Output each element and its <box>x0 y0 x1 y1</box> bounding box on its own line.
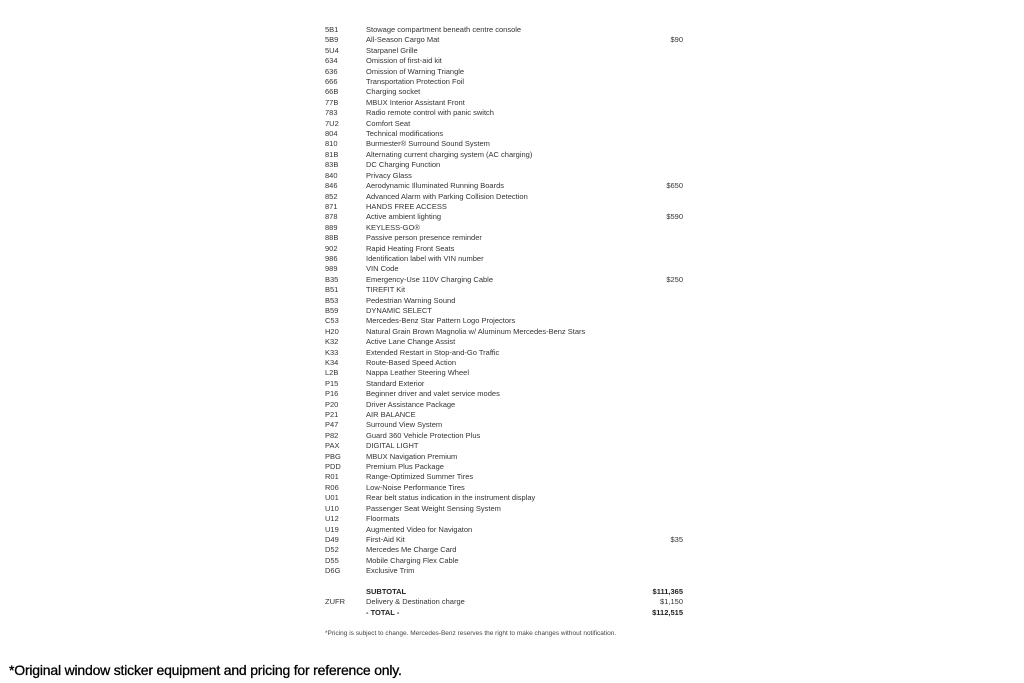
option-description: Range-Optimized Summer Tires <box>366 472 474 482</box>
option-description: HANDS FREE ACCESS <box>366 201 447 211</box>
total-value: $112,515 <box>652 607 683 617</box>
option-code: 5B1 <box>325 25 339 34</box>
option-code: 636 <box>325 66 338 76</box>
list-item <box>325 77 685 87</box>
option-code: B59 <box>325 305 339 315</box>
option-code: 878 <box>325 212 338 222</box>
list-item <box>325 441 685 451</box>
total-label: - TOTAL - <box>366 607 400 617</box>
list-item <box>325 306 685 316</box>
list-item <box>325 223 685 233</box>
option-code: P82 <box>325 430 339 440</box>
delivery-row <box>325 597 685 607</box>
option-description: Mercedes Me Charge Card <box>366 545 457 555</box>
option-code: 634 <box>325 56 338 66</box>
list-item <box>325 545 685 555</box>
option-code: 83B <box>325 160 339 170</box>
list-item <box>325 348 685 358</box>
option-description: Rapid Heating Front Seats <box>366 243 455 253</box>
option-description: Augmented Video for Navigaton <box>366 524 473 534</box>
list-item <box>325 56 685 66</box>
option-code: PDD <box>325 462 341 472</box>
option-description: Burmester® Surround Sound System <box>366 139 490 149</box>
list-item <box>325 389 685 399</box>
option-code: D52 <box>325 545 339 555</box>
option-code: 804 <box>325 129 338 139</box>
list-item <box>325 254 685 264</box>
option-description: Nappa Leather Steering Wheel <box>366 368 469 378</box>
option-code: 7U2 <box>325 118 339 128</box>
option-description: Alternating current charging system (AC charging) <box>366 149 533 159</box>
option-description: VIN Code <box>366 264 399 274</box>
option-description: MBUX Interior Assistant Front <box>366 97 465 107</box>
option-description: Charging socket <box>366 87 421 97</box>
equipment-list <box>325 25 685 577</box>
option-description: Exclusive Trim <box>366 566 415 576</box>
option-description: Surround View System <box>366 420 443 430</box>
subtotal-label: SUBTOTAL <box>366 587 407 597</box>
list-item <box>325 566 685 576</box>
option-code: B53 <box>325 295 339 305</box>
list-item <box>325 87 685 97</box>
option-code: 81B <box>325 149 339 159</box>
option-description: Omission of Warning Triangle <box>366 66 465 76</box>
option-code: 871 <box>325 201 338 211</box>
list-item <box>325 462 685 472</box>
option-description: TIREFIT Kit <box>366 285 406 295</box>
option-code: P20 <box>325 399 339 409</box>
option-code: B51 <box>325 285 339 295</box>
option-code: 66B <box>325 87 339 97</box>
option-description: Aerodynamic Illuminated Running Boards <box>366 181 504 191</box>
list-item <box>325 25 685 35</box>
list-item <box>325 264 685 274</box>
option-description: DYNAMIC SELECT <box>366 305 432 315</box>
list-item <box>325 285 685 295</box>
list-item <box>325 202 685 212</box>
option-description: Mobile Charging Flex Cable <box>366 555 459 565</box>
option-code: D49 <box>325 534 339 544</box>
list-item <box>325 98 685 108</box>
option-description: Premium Plus Package <box>366 462 444 472</box>
list-item <box>325 275 685 285</box>
option-code: 783 <box>325 108 338 118</box>
subtotal-value: $111,365 <box>652 587 683 597</box>
option-description: Identification label with VIN number <box>366 253 484 263</box>
option-description: Standard Exterior <box>366 378 425 388</box>
option-description: Beginner driver and valet service modes <box>366 389 500 399</box>
option-code: C53 <box>325 316 339 326</box>
option-description: KEYLESS-GO® <box>366 222 420 232</box>
option-code: P15 <box>325 378 339 388</box>
option-code: R06 <box>325 482 339 492</box>
option-code: 986 <box>325 253 338 263</box>
pricing-disclaimer: *Pricing is subject to change. Mercedes-Benz reserves the right to make changes without notification. <box>325 630 617 637</box>
list-item <box>325 212 685 222</box>
option-code: 5U4 <box>325 45 339 55</box>
list-item <box>325 129 685 139</box>
list-item <box>325 119 685 129</box>
total-row <box>325 608 685 618</box>
option-code: 5B9 <box>325 35 339 45</box>
option-description: First-Aid Kit <box>366 534 405 544</box>
option-code: P21 <box>325 410 339 420</box>
delivery-value: $1,150 <box>660 597 683 607</box>
option-description: Mercedes-Benz Star Pattern Logo Projectors <box>366 316 516 326</box>
option-code: PBG <box>325 451 341 461</box>
list-item <box>325 181 685 191</box>
option-description: Emergency-Use 110V Charging Cable <box>366 274 494 284</box>
option-code: B35 <box>325 274 339 284</box>
option-code: P47 <box>325 420 339 430</box>
option-description: DIGITAL LIGHT <box>366 441 419 451</box>
option-price: $35 <box>670 534 683 544</box>
list-item <box>325 316 685 326</box>
delivery-code: ZUFR <box>325 597 345 607</box>
list-item <box>325 108 685 118</box>
option-code: U01 <box>325 493 339 503</box>
option-description: Passive person presence reminder <box>366 233 482 243</box>
option-description: Omission of first-aid kit <box>366 56 442 66</box>
option-code: 88B <box>325 233 339 243</box>
option-description: Pedestrian Warning Sound <box>366 295 456 305</box>
option-description: Extended Restart in Stop-and-Go Traffic <box>366 347 500 357</box>
option-code: L2B <box>325 368 339 378</box>
list-item <box>325 150 685 160</box>
option-code: K33 <box>325 347 339 357</box>
list-item <box>325 472 685 482</box>
option-description: Stowage compartment beneath centre console <box>366 25 522 34</box>
list-item <box>325 139 685 149</box>
list-item <box>325 525 685 535</box>
option-description: Driver Assistance Package <box>366 399 456 409</box>
delivery-label: Delivery & Destination charge <box>366 597 465 607</box>
list-item <box>325 327 685 337</box>
list-item <box>325 192 685 202</box>
option-description: Advanced Alarm with Parking Collision Detection <box>366 191 528 201</box>
window-sticker <box>325 25 685 618</box>
list-item <box>325 452 685 462</box>
option-description: Route-Based Speed Action <box>366 358 457 367</box>
option-code: 902 <box>325 243 338 253</box>
option-description: Privacy Glass <box>366 170 412 180</box>
list-item <box>325 46 685 56</box>
option-price: $650 <box>666 181 683 191</box>
option-description: MBUX Navigation Premium <box>366 451 458 461</box>
option-description: Guard 360 Vehicle Protection Plus <box>366 430 481 440</box>
option-code: 810 <box>325 139 338 149</box>
option-code: P16 <box>325 389 339 399</box>
option-code: 77B <box>325 97 339 107</box>
list-item <box>325 337 685 347</box>
option-code: R01 <box>325 472 339 482</box>
option-description: Active ambient lighting <box>366 212 442 222</box>
list-item <box>325 535 685 545</box>
option-description: Natural Grain Brown Magnolia w/ Aluminum Mercedes-Benz Stars <box>366 326 586 336</box>
list-item <box>325 160 685 170</box>
option-price: $90 <box>670 35 683 45</box>
list-item <box>325 244 685 254</box>
list-item <box>325 400 685 410</box>
list-item <box>325 358 685 368</box>
list-item <box>325 493 685 503</box>
option-code: D55 <box>325 555 339 565</box>
list-item <box>325 368 685 378</box>
option-price: $590 <box>666 212 683 222</box>
option-code: 852 <box>325 191 338 201</box>
option-description: Active Lane Change Assist <box>366 337 456 347</box>
reference-footnote: *Original window sticker equipment and pricing for reference only. <box>9 662 402 678</box>
option-code: H20 <box>325 326 339 336</box>
option-description: DC Charging Function <box>366 160 441 170</box>
option-code: 989 <box>325 264 338 274</box>
list-item <box>325 35 685 45</box>
option-description: All-Season Cargo Mat <box>366 35 440 45</box>
option-description: Passenger Seat Weight Sensing System <box>366 503 501 513</box>
option-description: Technical modifications <box>366 129 444 139</box>
option-code: U19 <box>325 524 339 534</box>
option-code: 846 <box>325 181 338 191</box>
list-item <box>325 514 685 524</box>
list-item <box>325 410 685 420</box>
option-description: Radio remote control with panic switch <box>366 108 494 118</box>
list-item <box>325 67 685 77</box>
list-item <box>325 171 685 181</box>
option-code: PAX <box>325 441 340 451</box>
list-item <box>325 420 685 430</box>
option-code: D6G <box>325 566 341 576</box>
option-code: K32 <box>325 337 339 347</box>
list-item <box>325 483 685 493</box>
option-description: Comfort Seat <box>366 118 411 128</box>
option-code: 666 <box>325 77 338 87</box>
option-code: U12 <box>325 514 339 524</box>
list-item <box>325 556 685 566</box>
spacer <box>325 577 685 588</box>
list-item <box>325 296 685 306</box>
option-description: Floormats <box>366 514 400 524</box>
option-description: AIR BALANCE <box>366 410 416 420</box>
list-item <box>325 233 685 243</box>
option-description: Rear belt status indication in the instrument display <box>366 493 536 503</box>
list-item <box>325 379 685 389</box>
option-code: K34 <box>325 358 339 367</box>
option-description: Low-Noise Performance Tires <box>366 482 465 492</box>
option-price: $250 <box>666 274 683 284</box>
option-code: 840 <box>325 170 338 180</box>
list-item <box>325 431 685 441</box>
option-description: Starpanel Grille <box>366 45 418 55</box>
option-code: 889 <box>325 222 338 232</box>
list-item <box>325 504 685 514</box>
subtotal-row <box>325 587 685 597</box>
option-code: U10 <box>325 503 339 513</box>
option-description: Transportation Protection Foil <box>366 77 465 87</box>
